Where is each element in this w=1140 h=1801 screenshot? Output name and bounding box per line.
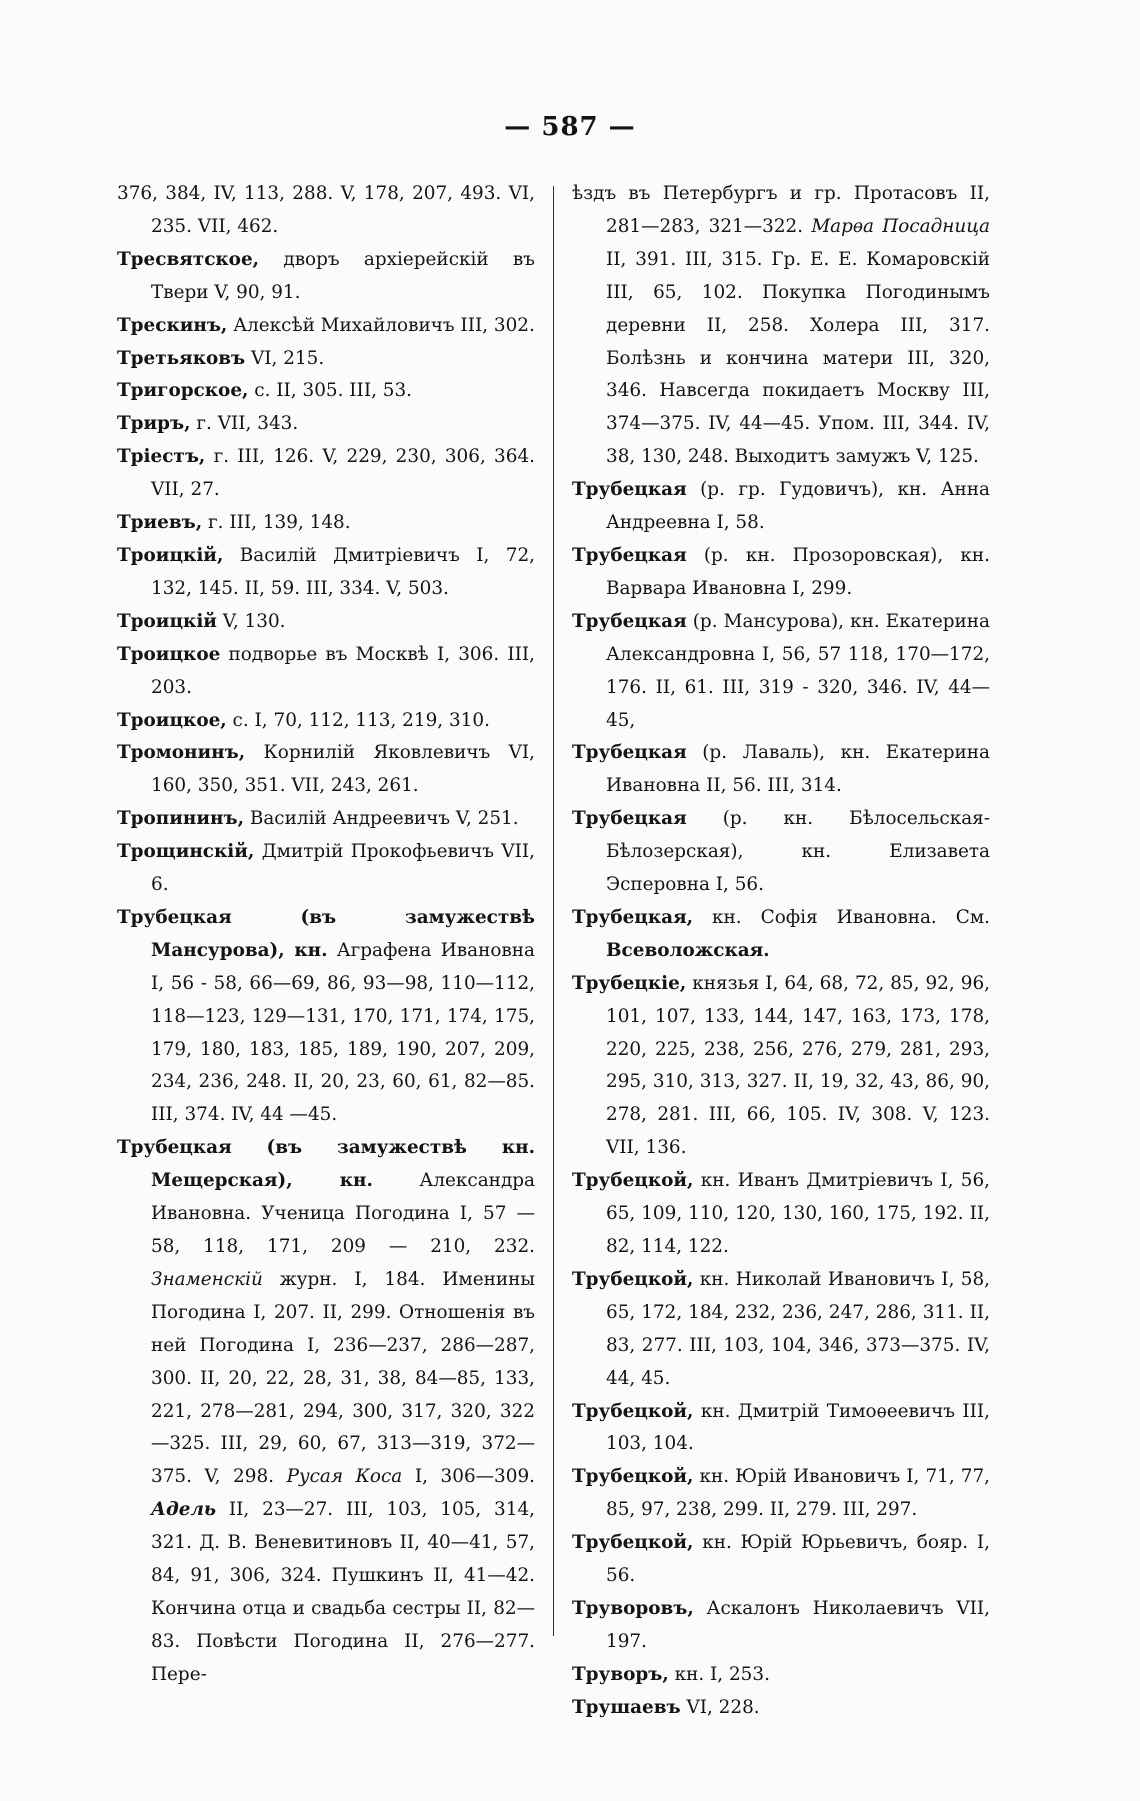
column-divider <box>553 186 554 1636</box>
index-entry-headword: Трубецкая (въ замужествѣ кн. Мещерская), кн. <box>117 1137 535 1192</box>
index-entry-text: Василій Дмитріевичъ I, 72, 132, 145. II, 59. III, 334. V, 503. <box>151 544 535 599</box>
index-entry-text: Всеволожская. <box>606 939 770 961</box>
index-entry-text: г. VII, 343. <box>190 413 299 435</box>
index-entry-text: с. I, 70, 112, 113, 219, 310. <box>226 709 490 731</box>
index-entry <box>572 1659 990 1692</box>
index-entry-headword: Трубецкая <box>572 544 687 566</box>
index-entry <box>117 1132 535 1691</box>
index-entry-text: подворье въ Москвѣ I, 306. III, 203. <box>151 643 535 698</box>
index-entry <box>117 244 535 310</box>
index-entry-text: Аскалонъ Николаевичъ VII, 197. <box>606 1597 990 1652</box>
index-entry-text: ѣздъ въ Петербургъ и гр. Протасовъ II, 281—283, 321—322. <box>572 183 990 237</box>
index-entry-text: Василій Андреевичъ V, 251. <box>243 808 519 830</box>
index-entry-text: (р. Лаваль), кн. Екатерина Ивановна II, 56. III, 314. <box>606 742 990 797</box>
index-entry-text: Алексѣй Михайловичъ III, 302. <box>227 314 535 336</box>
index-entry-headword: Трубецкой, <box>572 1170 694 1192</box>
index-entry-headword: Тресвятское, <box>117 248 260 270</box>
index-entry-headword: Трубецкой, <box>572 1268 694 1290</box>
index-entry-text: кн. Юрій Ивановичъ I, 71, 77, 85, 97, 238, 299. II, 279. III, 297. <box>606 1466 990 1521</box>
index-column-right <box>572 178 990 1725</box>
index-entry-headword: Трушаевъ <box>572 1696 681 1718</box>
index-entry <box>117 408 535 441</box>
index-entry-headword: Трубецкой, <box>572 1400 694 1422</box>
index-entry-text: Александра Ивановна. Ученица Погодина I, 57 — 58, 118, 171, 209 — 210, 232. <box>151 1170 536 1257</box>
index-entry-text: (р. кн. Бѣлосельская-Бѣлозерская), кн. Елизавета Эсперовна I, 56. <box>606 808 990 896</box>
index-entry <box>572 178 990 474</box>
index-entry-headword: Тромонинъ, <box>117 742 246 764</box>
index-entry <box>117 803 535 836</box>
index-entry-headword: Троицкое <box>117 643 221 665</box>
index-entry <box>117 507 535 540</box>
index-entry-headword: Трубецкая <box>572 610 687 632</box>
page-number: — 587 — <box>504 112 636 142</box>
index-entry-headword: Трескинъ, <box>117 314 228 336</box>
index-entry-text: журн. I, 184. Именины Погодина I, 207. II, 299. Отношенія въ ней Погодина I, 236—237, 286—287, 300. II, 20, 22, 28, 31, 38, 84—85, 133, 221, 278—281, 294, 300, 317, 320, 322—325. III, 29, 60, 67, 313—319, 372—375. V, 298. <box>151 1268 535 1488</box>
index-entry <box>572 737 990 803</box>
index-entry <box>572 1593 990 1659</box>
index-entry-headword: Троицкое, <box>117 709 227 731</box>
index-entry-headword: Трубецкой, <box>572 1532 694 1554</box>
index-entry <box>117 705 535 738</box>
index-entry <box>117 310 535 343</box>
index-entry <box>117 540 535 606</box>
index-entry-text: князья I, 64, 68, 72, 85, 92, 96, 101, 107, 133, 144, 147, 163, 173, 178, 220, 225, 238, 256, 276, 279, 281, 293, 295, 310, 313, 327. II, 19, 32, 43, 86, 90, 278, 281. III, 66, 105. IV, 308. V, 123. VII, 136. <box>606 972 990 1159</box>
index-entry-headword: Трубецкая, <box>572 906 694 928</box>
index-entry-text: 376, 384, IV, 113, 288. V, 178, 207, 493. VI, 235. VII, 462. <box>117 183 535 237</box>
index-entry <box>572 474 990 540</box>
index-entry-headword: Трубецкая <box>572 742 687 764</box>
index-entry-headword: Троицкій <box>117 610 217 632</box>
index-entry-headword: Третьяковъ <box>117 347 246 369</box>
index-entry <box>117 343 535 376</box>
index-entry <box>117 178 535 244</box>
index-entry-text: (р. Мансурова), кн. Екатерина Александровна I, 56, 57 118, 170—172, 176. II, 61. III, 319 - 320, 346. IV, 44—45, <box>606 610 990 731</box>
index-entry-text: Знаменскій <box>151 1268 263 1290</box>
index-entry-text: V, 130. <box>216 610 286 632</box>
index-entry-headword: Труворовъ, <box>572 1597 694 1619</box>
index-entry-text: II, 391. III, 315. Гр. Е. Е. Комаровскій III, 65, 102. Покупка Погодинымъ деревни II, 258. Холера III, 317. Болѣзнь и кончина матери III, 320, 346. Навсегда покидаетъ Москву III, 374—375. IV, 44—45. Упом. III, 344. IV, 38, 130, 248. Выходитъ замужъ V, 125. <box>606 248 990 468</box>
index-entry-text: VI, 215. <box>245 347 325 369</box>
index-entry-text: кн. Дмитрій Тимоѳеевичъ III, 103, 104. <box>606 1400 990 1455</box>
index-entry-text: дворъ архіерейскій въ Твери V, 90, 91. <box>151 248 535 303</box>
index-entry-text: кн. Юрій Юрьевичъ, бояр. I, 56. <box>606 1532 990 1587</box>
index-entry <box>572 540 990 606</box>
index-column-left <box>117 178 535 1692</box>
index-entry-headword: Троицкій, <box>117 544 224 566</box>
index-entry-headword: Триръ, <box>117 413 191 435</box>
index-entry <box>572 1692 990 1725</box>
index-entry <box>572 1264 990 1396</box>
index-entry <box>117 606 535 639</box>
index-entry-headword: Триевъ, <box>117 512 203 534</box>
index-entry <box>117 639 535 705</box>
index-entry-text: Аграфена Ивановна I, 56 - 58, 66—69, 86, 93—98, 110—112, 118—123, 129—131, 170, 171, 174, 175, 179, 180, 183, 185, 189, 190, 207, 209, 234, 236, 248. II, 20, 23, 60, 61, 82—85. III, 374. IV, 44 —45. <box>151 939 535 1126</box>
index-entry <box>572 1461 990 1527</box>
index-entry <box>572 902 990 968</box>
index-entry-text: кн. Николай Ивановичъ I, 58, 65, 172, 184, 232, 236, 247, 286, 311. II, 83, 277. III, 103, 104, 346, 373—375. IV, 44, 45. <box>606 1268 990 1389</box>
index-entry-text: кн. Софія Ивановна. См. <box>693 906 990 928</box>
index-entry-text: Марѳа Посадница <box>811 215 990 237</box>
index-entry-text: I, 306—309. <box>402 1466 535 1488</box>
index-entry <box>117 836 535 902</box>
index-entry-text: г. III, 126. V, 229, 230, 306, 364. VII, 27. <box>151 446 535 501</box>
index-entry-headword: Трубецкая (въ замужествѣ Мансурова), кн. <box>117 906 535 961</box>
index-entry-text: кн. Иванъ Дмитріевичъ I, 56, 65, 109, 110, 120, 130, 160, 175, 192. II, 82, 114, 122. <box>606 1170 990 1257</box>
index-entry <box>572 968 990 1165</box>
index-entry-headword: Трубецкіе, <box>572 972 687 994</box>
index-entry-text: кн. I, 253. <box>668 1663 770 1685</box>
index-entry <box>572 1396 990 1462</box>
index-entry-headword: Трубецкой, <box>572 1466 694 1488</box>
index-entry <box>572 1165 990 1264</box>
index-entry <box>117 441 535 507</box>
index-entry <box>117 902 535 1132</box>
index-entry-headword: Тропининъ, <box>117 808 244 830</box>
index-entry-headword: Тригорское, <box>117 380 249 402</box>
index-entry-headword: Трубецкая <box>572 808 687 830</box>
index-entry-text: Русая Коса <box>286 1466 403 1488</box>
index-entry-text: VI, 228. <box>680 1696 760 1718</box>
index-entry <box>572 606 990 738</box>
index-entry-headword: Трощинскій, <box>117 841 255 863</box>
index-entry-headword: Трубецкая <box>572 479 687 501</box>
index-entry-headword: Тріестъ, <box>117 446 206 468</box>
index-entry <box>117 737 535 803</box>
index-entry-text: Корнилій Яковлевичъ VI, 160, 350, 351. VII, 243, 261. <box>151 742 535 797</box>
index-entry-text: (р. кн. Прозоровская), кн. Варвара Ивановна I, 299. <box>606 544 990 599</box>
index-entry-text: г. III, 139, 148. <box>202 512 351 534</box>
index-entry-text: Дмитрій Прокофьевичъ VII, 6. <box>151 841 535 896</box>
index-entry <box>572 803 990 902</box>
index-entry <box>572 1527 990 1593</box>
index-entry-text: (р. гр. Гудовичъ), кн. Анна Андреевна I, 58. <box>606 479 990 534</box>
index-entry <box>117 375 535 408</box>
index-entry-text: Адель <box>151 1499 217 1521</box>
index-entry-text: с. II, 305. III, 53. <box>248 380 413 402</box>
index-entry-headword: Труворъ, <box>572 1663 669 1685</box>
index-entry-text: II, 23—27. III, 103, 105, 314, 321. Д. В. Веневитиновъ II, 40—41, 57, 84, 91, 306, 324. Пушкинъ II, 41—42. Кончина отца и свадьба сестры II, 82—83. Повѣсти Погодина II, 276—277. Пере- <box>151 1499 535 1685</box>
